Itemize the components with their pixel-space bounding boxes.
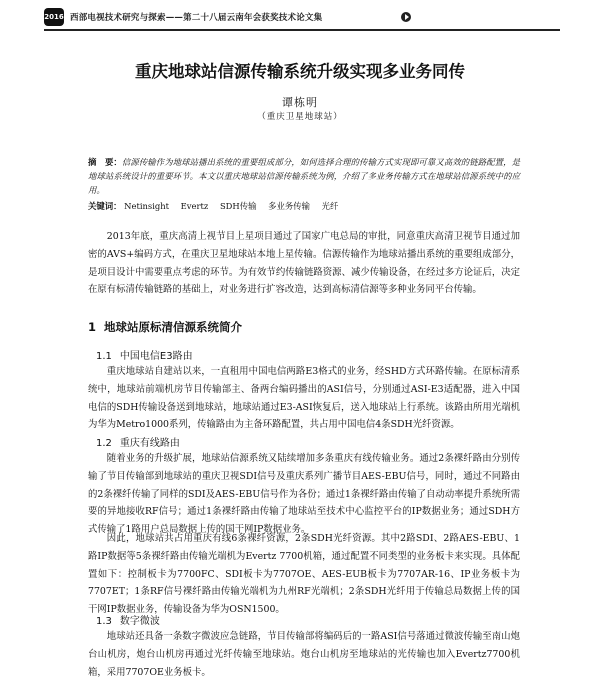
running-header [44,8,564,34]
keyword: 光纤 [321,201,339,211]
author-name: 谭栋明 [282,96,318,109]
subsection-number: 1.2 [96,438,112,449]
section-number: 1 [88,320,97,334]
keywords-label: 关键词： [88,201,122,211]
abstract-text: 信源传输作为地球站播出系统的重要组成部分，如何选择合理的传输方式实现即可靠又高效的链路配置，是地球站系统设计的重要环节。本文以重庆地球站信源传输系统为例，介绍了多业务传输方式在地球站信源系统中的应用。 [88,157,520,195]
author-affiliation: （重庆卫星地球站） [257,112,343,122]
subsection-heading [96,347,193,362]
running-title: 西部电视技术研究与探索——第二十八届云南年会获奖技术论文集 [70,13,323,23]
subsection-number: 1.1 [96,351,112,362]
subsection-title: 中国电信E3路由 [119,351,193,362]
subsection-title: 数字微波 [119,616,160,627]
keywords [88,199,520,213]
keyword: 多业务传输 [268,201,310,211]
subsection-number: 1.3 [96,616,112,627]
intro-paragraph: 2013年底，重庆高清上视节目上星项目通过了国家广电总局的审批，同意重庆高清卫视节目通过加密的AVS+编码方式，在重庆卫星地球站本地上星传输。信源传输作为地球站播出系统的重要组成部分，是项目设计中需要重点考虑的环节。为有效节约传输链路资源、减少传输设备，在经过多方论证后，决定在原有标清传输链路的基础上，对业务进行扩容改造，达到高标清信源等多种业务同平台传输。 [88,231,520,296]
subsection-heading [96,434,180,449]
paragraph-1-1: 重庆地球站自建站以来，一直租用中国电信两路E3格式的业务，经SHD方式环路传输。在原标清系统中，地球站前端机房节目传输部主、备两台编码播出的ASI信号，分别通过ASI-E3适配器，进入中国电信的SDH传输设备送到地球站，地球站通过E3-ASI恢复后，送入地球站上行系统。该路由所用光端机为华为Metro1000系列，传输路由为主备环路配置，共占用中国电信4条SDH光纤资源。 [88,366,520,431]
paragraph-1-2a: 随着业务的升级扩展，地球站信源系统又陆续增加多条重庆有线传输业务。通过2条裸纤路由分别传输了节目传输部到地球站的重庆卫视SDI信号及重庆系列广播节目AES-EBU信号，同时，通过不同路由的2条裸纤传输了同样的SDI及AES-EBU信号作为各份；通过1条裸纤路由传输了自动动率提升系统所需要的异地接收RF信号；通过1条裸纤路由传输了地球站至技术中心监控平台的IP数据业务；通过SDH方式传输了1路用户总局数据上传的国干网IP数据业务。 [88,453,520,536]
paper-title: 重庆地球站信源传输系统升级实现多业务同传 [135,62,465,81]
keyword: SDH传输 [219,201,257,211]
keyword: Netinsight [124,201,169,211]
paragraph-1-3: 地球站还具备一条数字微波应急链路，节目传输部将编码后的一路ASI信号落通过微波传输至南山炮台山机房，炮台山机房再通过光纤传输至地球站。炮台山机房至地球站的光传输也加入Evertz7700机箱，采用7707OE业务板卡。 [88,631,520,678]
paragraph-1-2b: 因此，地球站共占用重庆有线6条裸纤资源，2条SDH光纤资源。其中2路SDI、2路AES-EBU、1路IP数据等5条裸纤路由传输光端机为Evertz 7700机箱，通过配置不同类型的业务板卡来实现。具体配置如下：控制板卡为7700FC、SDI板卡为7707OE、AES-EUB板卡为7707AR-16、IP业务板卡为7707ET；1条RF信号裸纤路由传输光端机为九州RF光端机；2条SDH光纤用于传输总局数据上传的国干网IP数据业务，传输设备为华为OSN1500。 [88,533,520,616]
header-rule [44,29,560,31]
subsection-heading [96,612,160,627]
section-title: 地球站原标清信源系统简介 [104,320,243,334]
section-heading [88,319,242,335]
subsection-title: 重庆有线路由 [119,438,180,449]
keyword: Evertz [180,201,209,211]
abstract-label: 摘 要： [88,157,122,167]
abstract [88,155,520,197]
play-icon [401,12,411,22]
year-badge: 2016 [44,8,64,26]
